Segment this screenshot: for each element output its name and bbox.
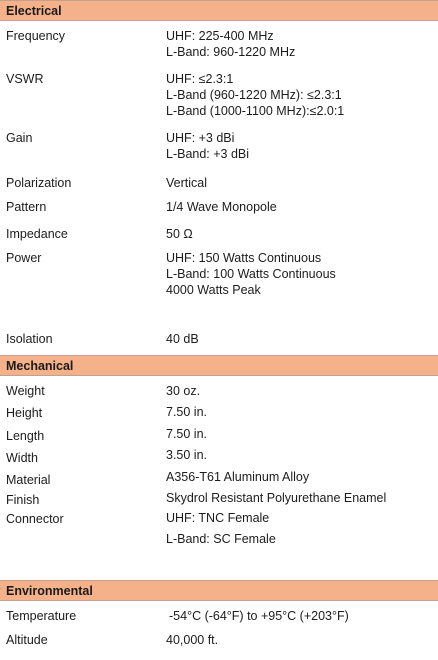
impedance-value: 50 Ω — [166, 227, 193, 241]
altitude-label: Altitude — [6, 633, 48, 647]
connector-value — [166, 510, 269, 526]
height-label: Height — [6, 406, 43, 420]
material-value: A356-T61 Aluminum Alloy — [166, 470, 310, 484]
isolation-label: Isolation — [6, 332, 53, 346]
gain-value — [166, 130, 249, 162]
vswr-line: L-Band (960-1220 MHz): ≤2.3:1 — [166, 88, 342, 102]
frequency-label: Frequency — [6, 29, 66, 43]
pattern-label: Pattern — [6, 200, 47, 214]
length-value: 7.50 in. — [166, 427, 208, 441]
temperature-value: -54°C (-64°F) to +95°C (+203°F) — [169, 609, 349, 623]
vswr-value — [166, 71, 344, 119]
width-value: 3.50 in. — [166, 448, 208, 462]
polarization-label: Polarization — [6, 176, 72, 190]
width-label: Width — [6, 451, 38, 465]
vswr-label: VSWR — [6, 72, 44, 86]
power-label: Power — [6, 251, 42, 265]
vswr-line: L-Band (1000-1100 MHz):≤2.0:1 — [166, 104, 345, 118]
power-value — [166, 250, 336, 298]
gain-line: UHF: +3 dBi — [166, 131, 235, 145]
isolation-value: 40 dB — [166, 332, 199, 346]
power-line: 4000 Watts Peak — [166, 283, 261, 297]
pattern-value: 1/4 Wave Monopole — [166, 200, 277, 214]
height-value: 7.50 in. — [166, 405, 208, 419]
electrical-section-title: Electrical — [6, 4, 62, 18]
gain-line: L-Band: +3 dBi — [166, 147, 250, 161]
power-line: L-Band: 100 Watts Continuous — [166, 267, 336, 281]
frequency-line: UHF: 225-400 MHz — [166, 29, 274, 43]
mechanical-section-title: Mechanical — [6, 359, 74, 373]
weight-value: 30 oz. — [166, 384, 201, 398]
material-label: Material — [6, 473, 51, 487]
altitude-value: 40,000 ft. — [166, 633, 219, 647]
electrical-section-header — [0, 0, 438, 21]
environmental-section-header — [0, 580, 438, 601]
frequency-line: L-Band: 960-1220 MHz — [166, 45, 296, 59]
connector-value-2 — [166, 531, 276, 547]
temperature-label: Temperature — [6, 609, 77, 623]
connector-line: L-Band: SC Female — [166, 532, 276, 546]
impedance-label: Impedance — [6, 227, 68, 241]
environmental-section-title: Environmental — [6, 584, 93, 598]
weight-label: Weight — [6, 384, 45, 398]
connector-label: Connector — [6, 512, 64, 526]
finish-value: Skydrol Resistant Polyurethane Enamel — [166, 491, 387, 505]
length-label: Length — [6, 429, 45, 443]
frequency-value — [166, 28, 295, 60]
polarization-value: Vertical — [166, 176, 207, 190]
connector-line: UHF: TNC Female — [166, 511, 270, 525]
vswr-line: UHF: ≤2.3:1 — [166, 72, 234, 86]
mechanical-section-header — [0, 355, 438, 376]
gain-label: Gain — [6, 131, 33, 145]
finish-label: Finish — [6, 493, 40, 507]
power-line: UHF: 150 Watts Continuous — [166, 251, 322, 265]
